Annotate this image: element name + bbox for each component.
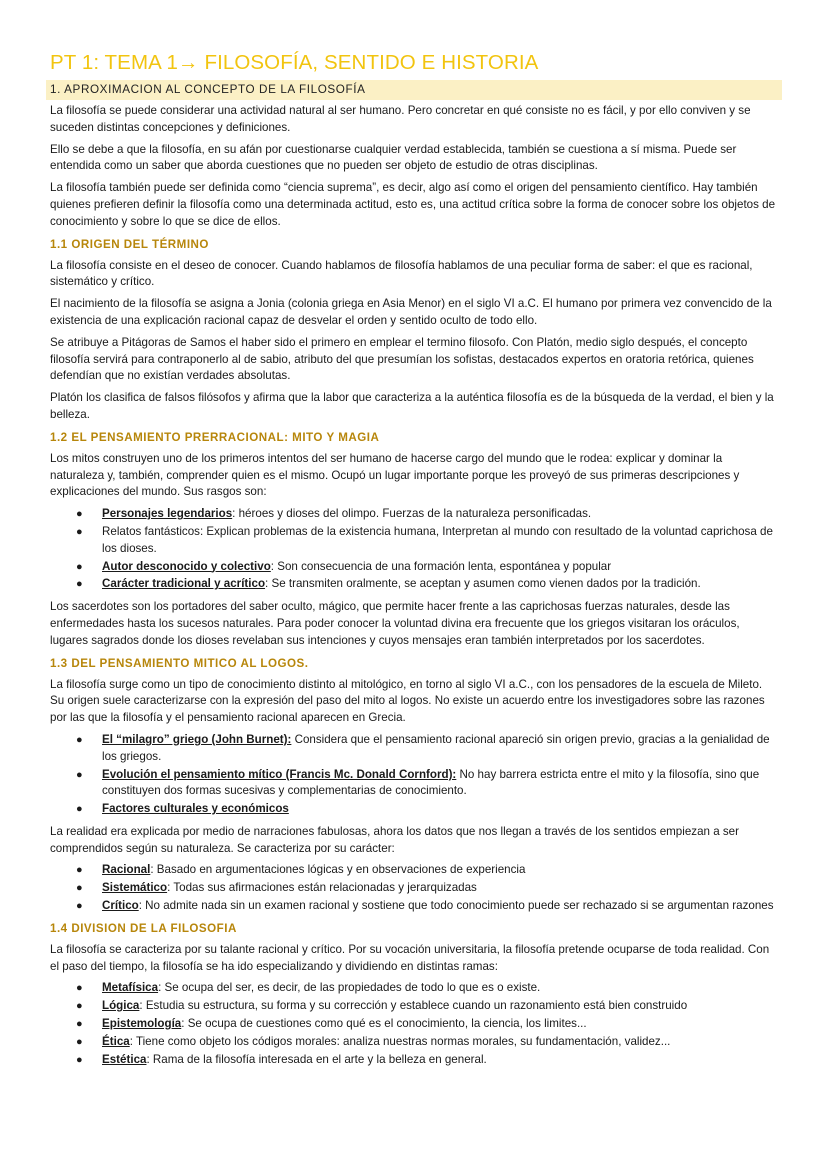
paragraph: Ello se debe a que la filosofía, en su afán por cuestionarse cualquier verdad establecida, también se cuestiona a sí misma. Puede ser entendida como un saber que aborda cuestiones que no pueden ser objeto de estudio de otras disciplinas.: [50, 142, 737, 173]
paragraph: El nacimiento de la filosofía se asigna a Jonia (colonia griega en Asia Menor) en el siglo VI a.C. El humano por primera vez convencido de la existencia de una explicación racional capaz de desvelar el orden y sentido oculto de todo ello.: [50, 297, 772, 327]
bullet-list: [50, 732, 778, 818]
bullet-icon: ●: [76, 525, 83, 538]
list-item: [50, 998, 778, 1015]
bullet-icon: ●: [76, 1053, 83, 1066]
list-item: [50, 1034, 778, 1051]
list-item: [50, 576, 778, 593]
paragraph: La filosofía se puede considerar una actividad natural al ser humano. Pero concretar en qué consiste no es fácil, y por ello conviven y se suceden distintas concepciones y definiciones.: [50, 104, 751, 134]
list-item-term: Racional: [102, 863, 151, 877]
list-item-term: Crítico: [102, 899, 139, 913]
bullet-list: [50, 980, 778, 1068]
bullet-list: [50, 862, 778, 914]
list-item: [50, 980, 778, 997]
paragraph: Los mitos construyen uno de los primeros intentos del ser humano de hacerse cargo del mundo que le rodea: explicar y dominar la naturaleza y, también, comprender quien es el mismo. Ocupó un lugar importante porque les proveyó de sus primeras descripciones y explicaciones del mundo. Sus rasgos son:: [50, 451, 740, 499]
list-item: [50, 559, 778, 576]
list-item-text: : Basado en argumentaciones lógicas y en observaciones de experiencia: [150, 863, 526, 877]
list-item: [50, 732, 778, 766]
list-item-term: Metafísica: [102, 981, 159, 995]
list-item: [50, 1016, 778, 1033]
list-item-term: Lógica: [102, 999, 140, 1013]
bullet-icon: ●: [76, 882, 83, 895]
section-heading: 1. APROXIMACION AL CONCEPTO DE LA FILOSOFÍA: [46, 80, 782, 100]
bullet-icon: ●: [76, 900, 83, 913]
bullet-icon: ●: [76, 864, 83, 877]
subsection-heading: 1.3 DEL PENSAMIENTO MITICO AL LOGOS.: [50, 656, 309, 670]
bullet-icon: ●: [76, 733, 83, 746]
list-item-text: : Se transmiten oralmente, se aceptan y asumen como vienen dados por la tradición.: [265, 577, 701, 591]
list-item-term: Personajes legendarios: [102, 507, 233, 521]
list-item-term: Sistemático: [102, 881, 168, 895]
list-item-term: Factores culturales y económicos: [102, 802, 289, 816]
list-item-text: : Tiene como objeto los códigos morales: analiza nuestras normas morales, su fundamentación, validez...: [129, 1034, 671, 1048]
paragraph: La filosofía consiste en el deseo de conocer. Cuando hablamos de filosofía hablamos de una peculiar forma de saber: el que es racional, sistemático y crítico.: [50, 258, 753, 289]
list-item-text: No hay barrera estricta entre el mito y la filosofía, sino que constituyen dos formas sucesivas y complementarias de conocimiento.: [102, 767, 760, 798]
list-item-text: Relatos fantásticos: Explican problemas de la existencia humana, Interpretan al mundo con resultado de la voluntad caprichosa de los dioses.: [102, 524, 773, 555]
paragraph: La filosofía también puede ser definida como “ciencia suprema”, es decir, algo así como el origen del pensamiento científico. Hay también quienes prefieren definir la filosofía como una determinada actitud, esto es, una actitud crítica sobre la forma de conocer sobre los objetos de conocimiento y sobre lo que se dice de ellos.: [50, 181, 776, 228]
list-item-text: : héroes y dioses del olimpo. Fuerzas de la naturaleza personificadas.: [232, 507, 592, 521]
list-item: [50, 524, 778, 558]
list-item-text: : Se ocupa de cuestiones como qué es el conocimiento, la ciencia, los limites...: [181, 1017, 587, 1031]
paragraph: La realidad era explicada por medio de narraciones fabulosas, ahora los datos que nos llegan a través de los sentidos empiezan a ser comprendidos según su naturaleza. Se caracteriza por su carácter:: [50, 824, 739, 855]
bullet-icon: ●: [76, 803, 83, 816]
bullet-list: [50, 506, 778, 593]
list-item-text: : Se ocupa del ser, es decir, de las propiedades de todo lo que es o existe.: [158, 981, 541, 995]
bullet-icon: ●: [76, 508, 83, 521]
list-item: [50, 898, 778, 915]
list-item: [50, 767, 778, 801]
paragraph: Se atribuye a Pitágoras de Samos el haber sido el primero en emplear el termino filosofo. Con Platón, medio siglo después, el concepto filosofía servirá para contraponerlo al de sabio, atributo del que presumían los sofistas, destacados expertos en oratoria retórica, quienes defendían que no existían verdades absolutas.: [50, 335, 754, 383]
list-item: [50, 801, 778, 818]
list-item-term: Ética: [102, 1034, 130, 1048]
list-item-term: Autor desconocido y colectivo: [102, 559, 271, 573]
paragraph: Platón los clasifica de falsos filósofos y afirma que la labor que caracteriza a la auténtica filosofía es de la búsqueda de la verdad, el bien y la belleza.: [50, 391, 774, 421]
list-item-term: Epistemología: [102, 1017, 182, 1031]
paragraph: Los sacerdotes son los portadores del saber oculto, mágico, que permite hacer frente a las caprichosas fuerzas naturales, desde las enfermedades hasta los sucesos naturales. Para poder conocer la voluntad divina era frecuente que los griegos visitaran los oráculos, lugares sagrados donde los dioses revelaban sus intenciones y cuyos mensajes eran también interpretados por los sacerdotes.: [50, 600, 740, 647]
list-item-term: Carácter tradicional y acrítico: [102, 577, 266, 591]
list-item-text: : No admite nada sin un examen racional y sostiene que todo conocimiento puede ser rechazado si se argumentan razones: [138, 899, 774, 913]
paragraph: La filosofía surge como un tipo de conocimiento distinto al mitológico, en torno al siglo VI a.C., con los pensadores de la escuela de Mileto. Su origen suele caracterizarse con la expresión del paso del mito al logos. No existe un acuerdo entre los investigadores sobre las razones por las que la filosofía y el pensamiento racional aparecen en Grecia.: [50, 677, 765, 725]
bullet-icon: ●: [76, 1018, 83, 1031]
bullet-icon: ●: [76, 1035, 83, 1048]
list-item-text: : Estudia su estructura, su forma y su corrección y establece cuando un razonamiento está bien construido: [139, 999, 688, 1013]
paragraph: La filosofía se caracteriza por su talante racional y crítico. Por su vocación universitaria, la filosofía pretende ocuparse de toda realidad. Con el paso del tiempo, la filosofía se ha ido especializando y dividiendo en distintas ramas:: [50, 942, 770, 973]
subsection-heading: 1.1 ORIGEN DEL TÉRMINO: [50, 237, 209, 251]
page-title: PT 1: TEMA 1→ FILOSOFÍA, SENTIDO E HISTORIA: [50, 51, 539, 74]
list-item-term: Evolución el pensamiento mítico (Francis Mc. Donald Cornford):: [102, 767, 457, 781]
list-item-text: : Rama de la filosofía interesada en el arte y la belleza en general.: [146, 1052, 487, 1066]
list-item-text: : Son consecuencia de una formación lenta, espontánea y popular: [270, 559, 612, 573]
list-item: [50, 1052, 778, 1069]
list-item-text: Considera que el pensamiento racional apareció sin origen previo, gracias a la genialidad de los griegos.: [102, 732, 770, 763]
list-item: [50, 506, 778, 523]
subsection-heading: 1.4 DIVISION DE LA FILOSOFIA: [50, 921, 237, 935]
list-item-term: El “milagro” griego (John Burnet):: [102, 732, 292, 746]
subsection-heading: 1.2 EL PENSAMIENTO PRERRACIONAL: MITO Y MAGIA: [50, 430, 380, 444]
list-item-text: : Todas sus afirmaciones están relacionadas y jerarquizadas: [167, 881, 477, 895]
list-item: [50, 880, 778, 897]
bullet-icon: ●: [76, 560, 83, 573]
bullet-icon: ●: [76, 768, 83, 781]
bullet-icon: ●: [76, 578, 83, 591]
list-item-term: Estética: [102, 1052, 147, 1066]
bullet-icon: ●: [76, 982, 83, 995]
bullet-icon: ●: [76, 1000, 83, 1013]
list-item: [50, 862, 778, 879]
